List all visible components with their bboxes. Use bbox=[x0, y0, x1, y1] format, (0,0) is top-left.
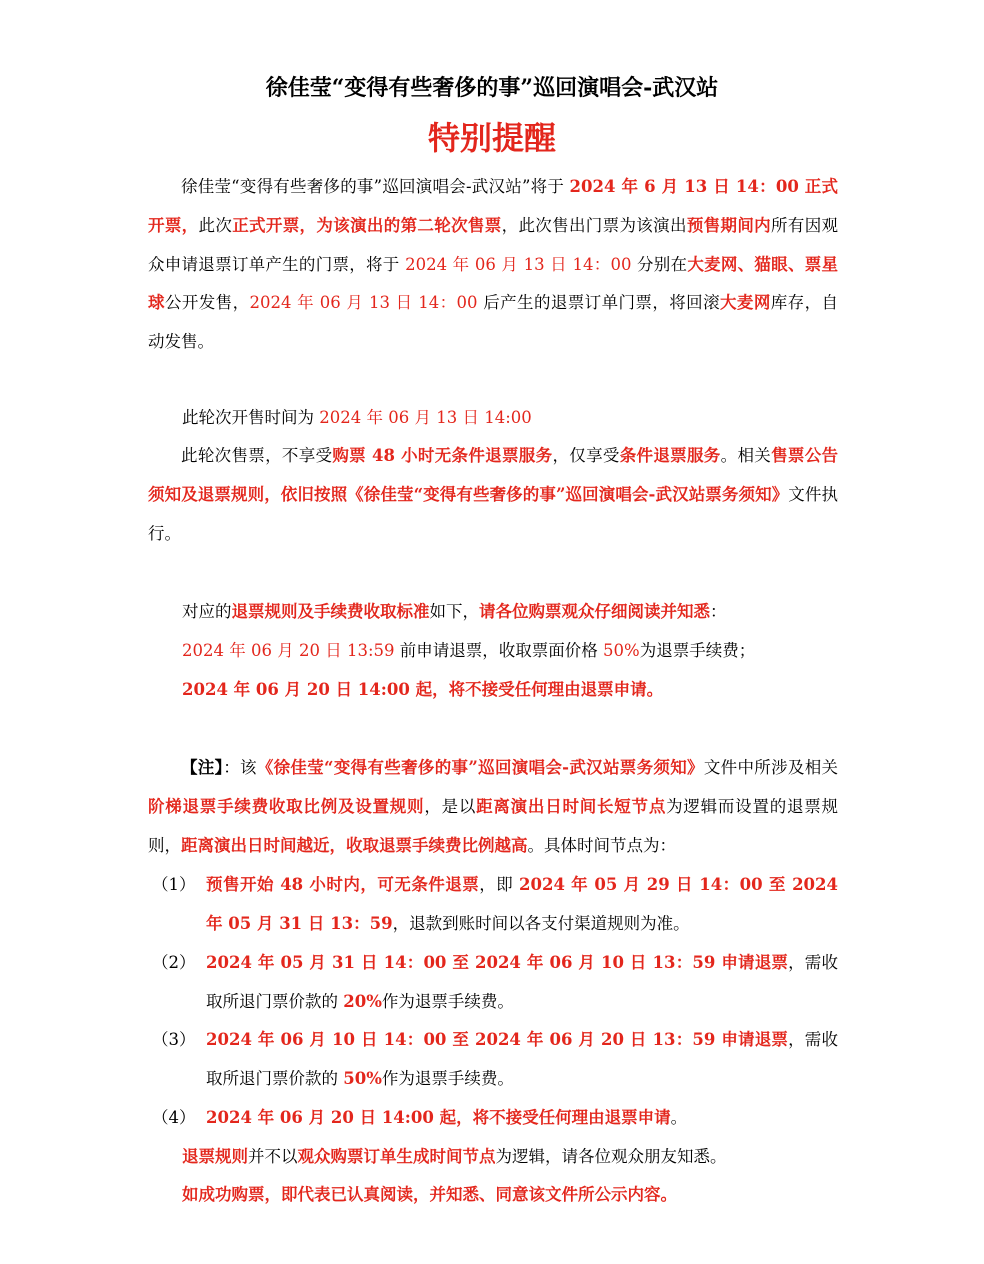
text-run: ，需收取所退门票价款的 bbox=[206, 1030, 839, 1088]
refund-tier-item bbox=[206, 944, 838, 1022]
highlighted-text: 距离演出日时间长短节点 bbox=[476, 796, 667, 816]
text-run: 为退票手续费； bbox=[639, 641, 756, 660]
refund-rule-cutoff bbox=[182, 675, 663, 705]
note-paragraph bbox=[148, 749, 838, 865]
text-run: ，是以 bbox=[424, 796, 477, 816]
text-run: 并不以 bbox=[248, 1147, 298, 1166]
text-run: 此轮次售票，不享受 bbox=[181, 446, 333, 465]
document-title: 徐佳莹“变得有些奢侈的事”巡回演唱会-武汉站 bbox=[265, 75, 719, 101]
highlighted-text: 请各位购票观众仔细阅读并知悉 bbox=[479, 602, 710, 621]
text-run: 为逻辑而设置的退票规则， bbox=[148, 796, 839, 855]
sale-time-line bbox=[182, 403, 532, 433]
highlighted-text: 大麦网、猫眼、票星球 bbox=[148, 254, 838, 313]
text-run: 作为退票手续费。 bbox=[381, 1068, 514, 1088]
sale-announcement-paragraph bbox=[148, 168, 838, 362]
highlighted-text: 大麦网 bbox=[720, 293, 771, 313]
text-run: 此次 bbox=[198, 215, 233, 235]
highlighted-text: 2024 年 06 月 13 日 14:00 bbox=[319, 408, 532, 427]
highlighted-text: 预售开始 48 小时内，可无条件退票 bbox=[206, 875, 480, 894]
highlighted-text: 阶梯退票手续费收取比例及设置规则 bbox=[148, 796, 425, 816]
highlighted-text: 50% bbox=[603, 641, 640, 660]
highlighted-text: 2024 年 06 月 13 日 14：00 bbox=[249, 293, 478, 313]
highlighted-text: 退票规则及手续费收取标准 bbox=[231, 602, 430, 621]
text-run: 库存，自动发售。 bbox=[148, 293, 839, 352]
highlighted-text: 《徐佳莹“变得有些奢侈的事”巡回演唱会-武汉站票务须知》 bbox=[256, 758, 704, 777]
highlighted-text: 20% bbox=[343, 991, 382, 1011]
text-run: ，退款到账时间以各支付渠道规则为准。 bbox=[392, 913, 690, 933]
refund-tier-item bbox=[206, 866, 838, 944]
refund-rule-fee bbox=[182, 636, 755, 666]
highlighted-text: 2024 年 6 月 13 日 14：00 正式开票， bbox=[148, 177, 838, 235]
highlighted-text: 2024 年 05 月 29 日 14：00 至 2024 年 05 月 31 日 13：59 bbox=[206, 875, 838, 933]
item-number: （3） bbox=[152, 1030, 196, 1049]
text-run: 前申请退票，收取票面价格 bbox=[394, 641, 604, 660]
highlighted-text: 2024 年 06 月 20 日 14:00 起，将不接受任何理由退票申请 bbox=[206, 1108, 671, 1127]
refund-service-paragraph bbox=[148, 437, 838, 553]
text-run: 。相关 bbox=[720, 446, 772, 465]
text-run: 公开发售， bbox=[164, 293, 250, 313]
text-run: 分别在 bbox=[631, 254, 688, 274]
text-run: 后产生的退票订单门票，将回滚 bbox=[477, 293, 721, 313]
highlighted-text: 如成功购票，即代表已认真阅读，并知悉、同意该文件所公示内容。 bbox=[182, 1185, 677, 1204]
text-run: 文件中所涉及相关 bbox=[703, 758, 838, 777]
text-run: 如下， bbox=[429, 602, 479, 621]
highlighted-text: 条件退票服务 bbox=[619, 446, 721, 465]
text-run: ，仅享受 bbox=[552, 446, 620, 465]
refund-rules-intro bbox=[182, 597, 727, 627]
text-run: ，需收取所退门票价款的 bbox=[206, 953, 839, 1011]
text-run: 对应的 bbox=[182, 602, 232, 621]
highlighted-text: 观众购票订单生成时间节点 bbox=[297, 1147, 496, 1166]
text-run: 所有因观众申请退票订单产生的门票，将于 bbox=[148, 215, 839, 274]
highlighted-text: 2024 年 06 月 10 日 14：00 至 2024 年 06 月 20 日 13：59 申请退票 bbox=[206, 1030, 789, 1049]
highlighted-text: 退票规则 bbox=[182, 1147, 248, 1166]
highlighted-text: 2024 年 06 月 20 日 14:00 起，将不接受任何理由退票申请。 bbox=[182, 680, 664, 699]
highlighted-text: 2024 年 05 月 31 日 14：00 至 2024 年 06 月 10 日 13：59 申请退票 bbox=[206, 953, 789, 972]
highlighted-text: 50% bbox=[343, 1068, 382, 1088]
highlighted-text: 2024 年 06 月 13 日 14：00 bbox=[405, 254, 632, 274]
item-number: （4） bbox=[152, 1108, 196, 1127]
highlighted-text: 售票公告须知及退票规则，依旧按照《徐佳莹“变得有些奢侈的事”巡回演唱会-武汉站票务须知》 bbox=[148, 446, 839, 504]
text-run: 此轮次开售时间为 bbox=[182, 408, 320, 427]
text-run: ： bbox=[710, 602, 727, 621]
text-run: 。 bbox=[670, 1108, 688, 1127]
highlighted-text: 正式开票，为该演出的第二轮次售票 bbox=[232, 215, 502, 235]
text-run: 徐佳莹“变得有些奢侈的事”巡回演唱会-武汉站”将于 bbox=[181, 177, 570, 196]
highlighted-text: 2024 年 06 月 20 日 13:59 bbox=[182, 641, 395, 660]
closing-consent bbox=[182, 1180, 677, 1210]
item-number: （2） bbox=[152, 953, 196, 972]
text-run: 为逻辑，请各位观众朋友知悉。 bbox=[495, 1147, 727, 1166]
highlighted-text: 距离演出日时间越近，收取退票手续费比例越高 bbox=[181, 835, 528, 855]
closing-note bbox=[182, 1142, 727, 1172]
text-run: 【注】 bbox=[181, 758, 224, 777]
item-number: （1） bbox=[152, 875, 196, 894]
text-run: 作为退票手续费。 bbox=[381, 991, 514, 1011]
special-reminder-heading: 特别提醒 bbox=[427, 119, 556, 157]
highlighted-text: 购票 48 小时无条件退票服务 bbox=[332, 446, 553, 465]
text-run: 。具体时间节点为： bbox=[527, 835, 676, 855]
text-run: 文件执行。 bbox=[148, 484, 838, 543]
text-run: ，即 bbox=[479, 875, 519, 894]
text-run: ，此次售出门票为该演出 bbox=[501, 215, 687, 235]
refund-tier-item bbox=[206, 1021, 838, 1099]
highlighted-text: 预售期间内 bbox=[686, 215, 772, 235]
text-run: ：该 bbox=[223, 758, 257, 777]
refund-tier-item bbox=[206, 1099, 838, 1138]
